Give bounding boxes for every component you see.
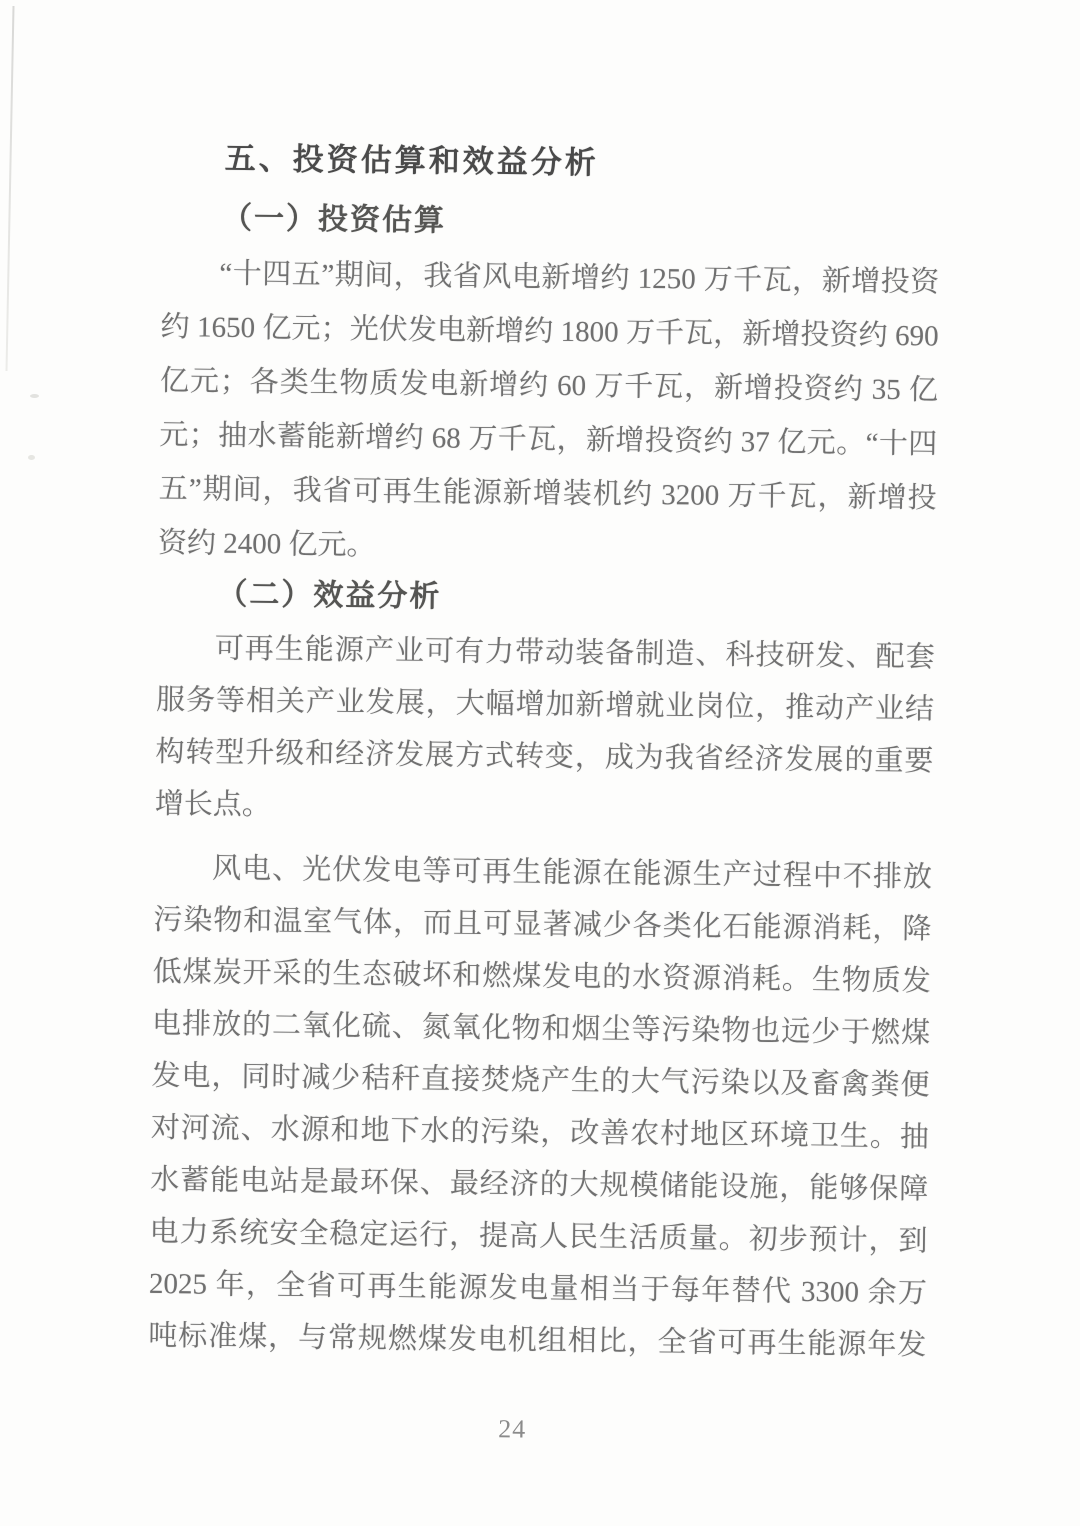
text-line: 可再生能源产业可有力带动装备制造、科技研发、配套 (214, 632, 935, 674)
subsection-heading-investment: （一）投资估算 (221, 201, 447, 238)
page-number: 24 (498, 1414, 527, 1444)
text-line: 水蓄能电站是最环保、最经济的大规模储能设施，能够保障 (150, 1163, 929, 1206)
paragraph-investment (158, 246, 940, 579)
text-line: 电力系统安全稳定运行，提高人民生活质量。初步预计，到 (149, 1215, 928, 1258)
text-line: 服务等相关产业发展，大幅增加新增就业岗位，推动产业结 (155, 683, 935, 726)
text-line: 发电，同时减少秸秆直接焚烧产生的大气污染以及畜禽粪便 (151, 1059, 930, 1102)
text-line: 对河流、水源和地下水的污染，改善农村地区环境卫生。抽 (150, 1111, 930, 1154)
text-line: 2025 年，全省可再生能源发电量相当于每年替代 3300 余万 (148, 1267, 928, 1310)
subsection-heading-benefit: （二）效益分析 (217, 577, 442, 614)
section-heading: 五、投资估算和效益分析 (224, 140, 599, 181)
text-line: 元；抽水蓄能新增约 68 万千瓦，新增投资约 37 亿元。“十四 (159, 418, 938, 461)
text-line: 风电、光伏发电等可再生能源在能源生产过程中不排放 (211, 852, 933, 894)
paragraph-benefit-environment (148, 842, 932, 1371)
text-line: 构转型升级和经济发展方式转变，成为我省经济发展的重要 (155, 735, 934, 778)
text-line: 吨标准煤，与常规燃煤发电机组相比，全省可再生能源年发 (148, 1319, 927, 1362)
text-line: 约 1650 亿元；光伏发电新增约 1800 万千瓦，新增投资约 690 (160, 310, 939, 353)
text-line: 资约 2400 亿元。 (157, 526, 376, 562)
text-line: “十四五”期间，我省风电新增约 1250 万千瓦，新增投资 (219, 257, 940, 299)
scan-artifact-line (5, 6, 14, 371)
text-line: 低煤炭开采的生态破坏和燃煤发电的水资源消耗。生物质发 (152, 955, 931, 998)
text-line: 亿元；各类生物质发电新增约 60 万千瓦，新增投资约 35 亿 (159, 364, 939, 407)
document-content (147, 136, 941, 1449)
scan-artifact-smudge (28, 455, 35, 460)
text-line: 污染物和温室气体，而且可显著减少各类化石能源消耗，降 (153, 903, 932, 946)
scan-artifact-smudge (30, 394, 39, 398)
text-line: 五”期间，我省可再生能源新增装机约 3200 万千瓦，新增投 (158, 472, 937, 515)
text-line: 增长点。 (154, 787, 272, 822)
paragraph-benefit-industry (155, 622, 935, 839)
text-line: 电排放的二氧化硫、氮氧化物和烟尘等污染物也远少于燃煤 (151, 1007, 931, 1050)
